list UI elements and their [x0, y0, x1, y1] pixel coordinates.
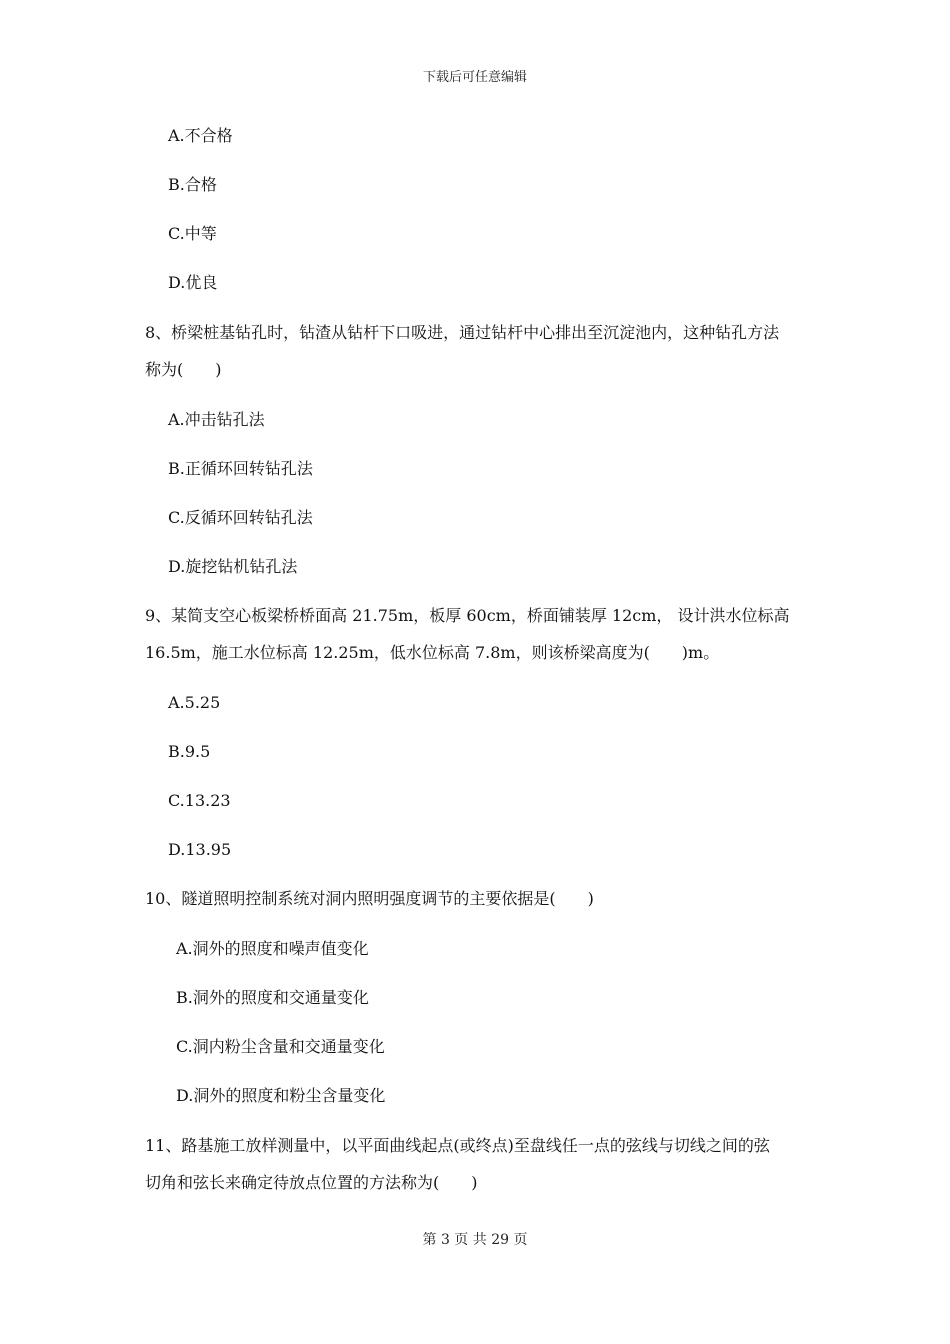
q9-option-b: B.9.5	[168, 742, 211, 761]
question-9-line-2: 16.5m，施工水位标高 12.25m，低水位标高 7.8m，则该桥梁高度为( )m。	[145, 643, 720, 662]
page-footer: 第 3 页 共 29 页	[422, 1232, 528, 1248]
q10-option-a: A.洞外的照度和噪声值变化	[176, 939, 369, 958]
option-c: C.中等	[168, 224, 217, 243]
q8-option-c: C.反循环回转钻孔法	[168, 508, 313, 527]
option-a: A.不合格	[168, 126, 233, 145]
option-b: B.合格	[168, 175, 217, 194]
q10-option-b: B.洞外的照度和交通量变化	[176, 988, 369, 1007]
question-11-line-1: 11、路基施工放样测量中，以平面曲线起点(或终点)至盘线任一点的弦线与切线之间的弦	[145, 1136, 770, 1155]
option-d: D.优良	[168, 273, 218, 292]
question-8-line-1: 8、桥梁桩基钻孔时，钻渣从钻杆下口吸进，通过钻杆中心排出至沉淀池内，这种钻孔方法	[145, 323, 780, 342]
q10-option-d: D.洞外的照度和粉尘含量变化	[176, 1086, 386, 1105]
q8-option-a: A.冲击钻孔法	[168, 410, 265, 429]
q10-option-c: C.洞内粉尘含量和交通量变化	[176, 1037, 385, 1056]
question-10-line-1: 10、隧道照明控制系统对洞内照明强度调节的主要依据是( )	[145, 889, 594, 908]
page-header: 下载后可任意编辑	[422, 70, 527, 85]
q8-option-b: B.正循环回转钻孔法	[168, 459, 313, 478]
question-9-line-1: 9、某简支空心板梁桥桥面高 21.75m，板厚 60cm，桥面铺装厚 12cm， 设计洪水位标高	[145, 606, 790, 625]
q8-option-d: D.旋挖钻机钻孔法	[168, 557, 298, 576]
q9-option-a: A.5.25	[168, 693, 221, 712]
q9-option-d: D.13.95	[168, 840, 232, 859]
q9-option-c: C.13.23	[168, 791, 231, 810]
question-8-line-2: 称为( )	[145, 360, 222, 379]
question-11-line-2: 切角和弦长来确定待放点位置的方法称为( )	[145, 1173, 478, 1192]
